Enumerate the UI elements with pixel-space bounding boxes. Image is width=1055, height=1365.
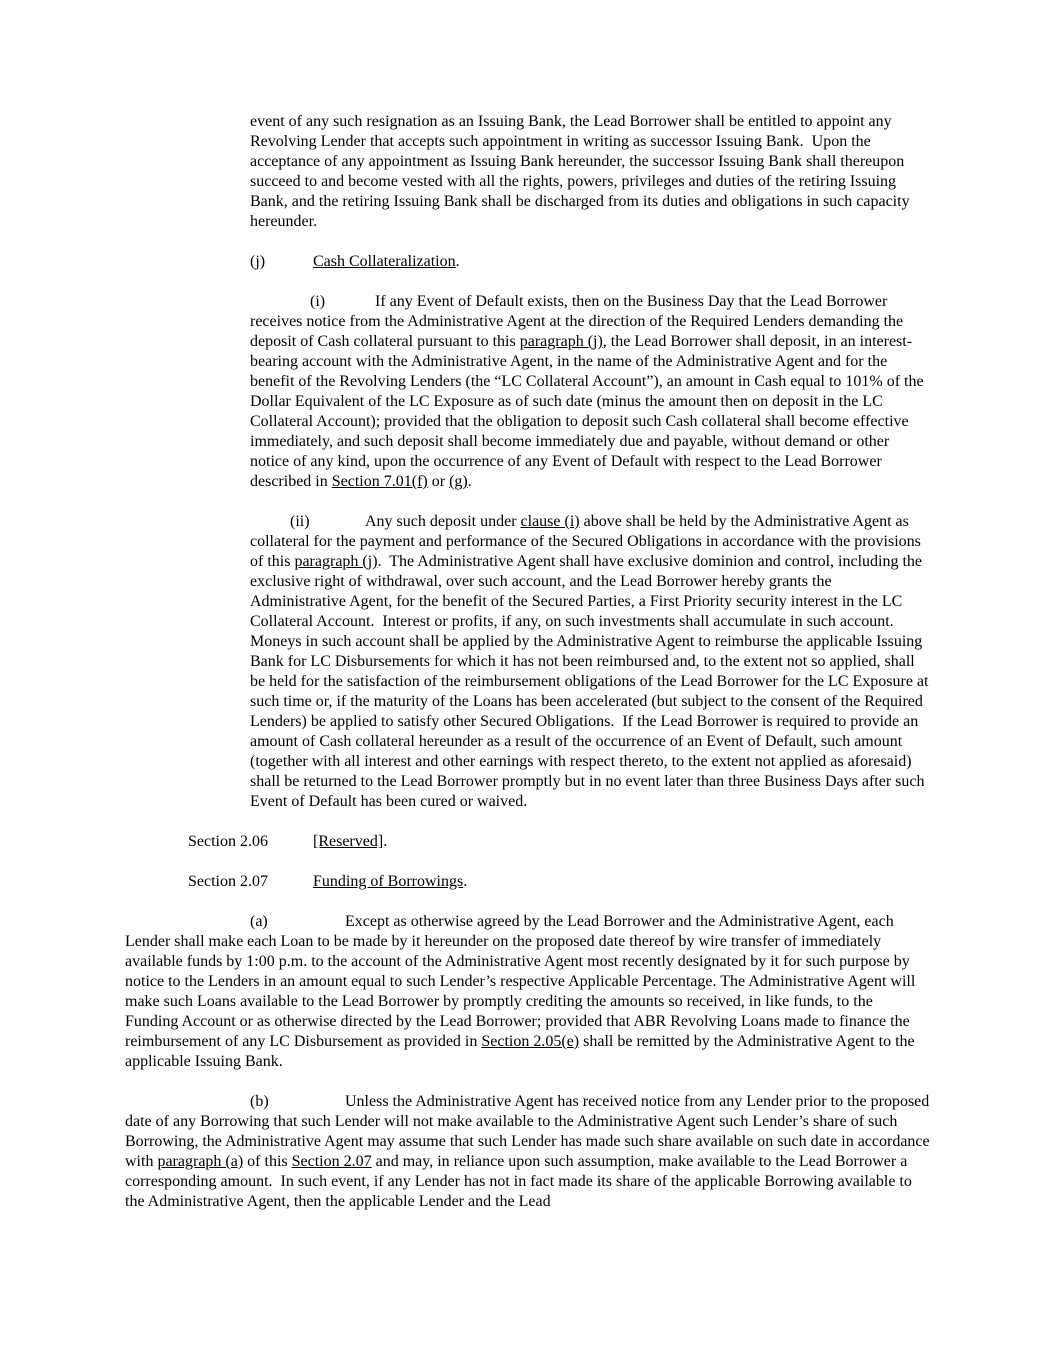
section-2-07-number: Section 2.07: [188, 873, 268, 890]
paragraph-b: [125, 1092, 934, 1212]
paragraph-text: Any such deposit under clause (i) above shall be held by the Administrative Agent as collateral for the payment and performance of the Secured Obligations in accordance with the provisions of this paragraph (j). The Administrative Agent shall have exclusive dominion and control, including the exclusive right of withdrawal, over such account, and the Lead Borrower hereby grants the Administrative Agent, for the benefit of the Secured Parties, a First Priority security interest in the LC Collateral Account. Interest or profits, if any, on such investments shall accumulate in such account. Moneys in such account shall be applied by the Administrative Agent to reimburse the applicable Issuing Bank for LC Disbursements for which it has not been reimbursed and, to the extent not so applied, shall be held for the satisfaction of the reimbursement obligations of the Lead Borrower for the LC Exposure at such time or, if the maturity of the Loans has been accelerated (but subject to the consent of the Required Lenders) be applied to satisfy other Secured Obligations. If the Lead Borrower is required to provide an amount of Cash collateral hereunder as a result of the occurrence of an Event of Default, such amount (together with all interest and other earnings with respect thereto, to the extent not applied as aforesaid) shall be returned to the Lead Borrower promptly but in no event later than three Business Days after such Event of Default has been cured or waived.: [250, 513, 933, 810]
clause-j-heading: [250, 252, 930, 272]
section-2-06-title: [Reserved].: [313, 833, 388, 850]
paragraph-a-label: (a): [250, 913, 268, 930]
section-2-06-line: [188, 832, 930, 852]
section-2-07-line: [188, 872, 930, 892]
section-2-07-title: Funding of Borrowings.: [313, 873, 468, 890]
paragraph-text: Unless the Administrative Agent has received notice from any Lender prior to the proposed date of any Borrowing that such Lender will not make available to the Administrative Agent such Lender’s share of such Borrowing, the Administrative Agent may assume that such Lender has made such share available on such date in accordance with paragraph (a) of this Section 2.07 and may, in reliance upon such assumption, make available to the Lead Borrower a corresponding amount. In such event, if any Lender has not in fact made its share of the applicable Borrowing available to the Administrative Agent, then the applicable Lender and the Lead: [125, 1093, 934, 1210]
section-2-06-number: Section 2.06: [188, 833, 268, 850]
paragraph-b-label: (b): [250, 1093, 269, 1110]
clause-j-ii-paragraph: [250, 512, 933, 812]
clause-ii-label: (ii): [290, 513, 310, 530]
paragraph-text: Except as otherwise agreed by the Lead Borrower and the Administrative Agent, each Lender shall make each Loan to be made by it hereunder on the proposed date thereof by wire transfer of immediately available funds by 1:00 p.m. to the account of the Administrative Agent most recently designated by it for such purpose by notice to the Lenders in an amount equal to such Lender’s respective Applicable Percentage. The Administrative Agent will make such Loans available to the Lead Borrower by promptly crediting the amounts so received, in like funds, to the Funding Account or as otherwise directed by the Lead Borrower; provided that ABR Revolving Loans made to finance the reimbursement of any LC Disbursement as provided in Section 2.05(e) shall be remitted by the Administrative Agent to the applicable Issuing Bank.: [125, 913, 920, 1070]
clause-j-title: Cash Collateralization.: [313, 253, 460, 270]
continuation-paragraph: [250, 112, 930, 232]
paragraph-text: event of any such resignation as an Issuing Bank, the Lead Borrower shall be entitled to appoint any Revolving Lender that accepts such appointment in writing as successor Issuing Bank. Upon the acceptance of any appointment as Issuing Bank hereunder, the successor Issuing Bank shall thereupon succeed to and become vested with all the rights, powers, privileges and duties of the retiring Issuing Bank, and the retiring Issuing Bank shall be discharged from its duties and obligations in such capacity hereunder.: [250, 113, 914, 230]
clause-j-label: (j): [250, 253, 266, 270]
paragraph-a: [125, 912, 930, 1072]
clause-i-label: (i): [310, 293, 326, 310]
paragraph-text: If any Event of Default exists, then on the Business Day that the Lead Borrower receives notice from the Administrative Agent at the direction of the Required Lenders demanding the deposit of Cash collateral pursuant to this paragraph (j), the Lead Borrower shall deposit, in an interest-bearing account with the Administrative Agent, in the name of the Administrative Agent and for the benefit of the Revolving Lenders (the “LC Collateral Account”), an amount in Cash equal to 101% of the Dollar Equivalent of the LC Exposure as of such date (minus the amount then on deposit in the LC Collateral Account); provided that the obligation to deposit such Cash collateral shall become effective immediately, and such deposit shall become immediately due and payable, without demand or other notice of any kind, upon the occurrence of any Event of Default with respect to the Lead Borrower described in Section 7.01(f) or (g).: [250, 293, 928, 490]
clause-j-i-paragraph: [250, 292, 930, 492]
